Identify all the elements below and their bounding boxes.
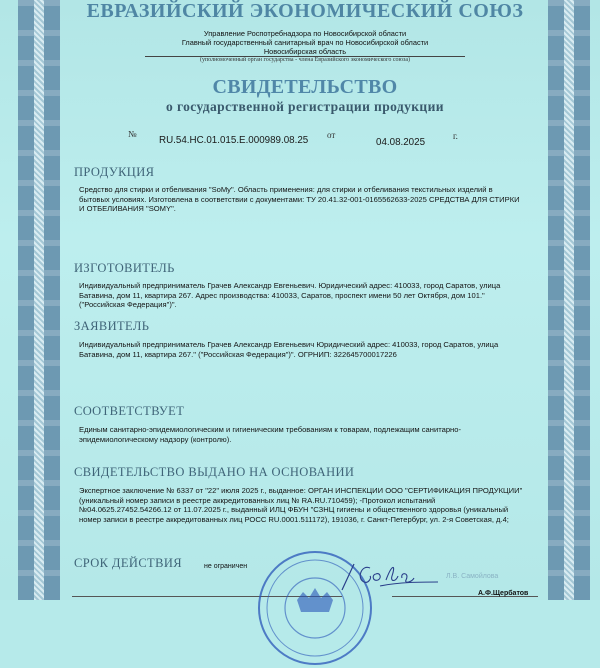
certificate-title: СВИДЕТЕЛЬСТВО (212, 76, 398, 98)
certificate-number: RU.54.HC.01.015.E.000989.08.25 (159, 135, 309, 146)
section-title-validity: СРОК ДЕЙСТВИЯ (74, 556, 182, 570)
certificate-date: 04.08.2025 (376, 137, 426, 148)
decorative-border-right (548, 0, 590, 600)
authority-line: Новосибирская область (263, 47, 347, 56)
decorative-border-left (18, 0, 60, 600)
issuing-authority (62, 29, 548, 56)
section-body-conforms: Единым санитарно-эпидемиологическим и гигиеническим требованиям к товарам, подлежащим санитарно-эпидемиологическому надзору (контролю). (79, 425, 461, 444)
section-body-basis: Экспертное заключение № 6337 от "22" июля 2025 г., выданное: ОРГАН ИНСПЕКЦИИ ООО "СЕРТИФИКАЦИЯ ПРОДУКЦИИ" (уникальный номер записи в реестре аккредитованных лиц № RA.RU.710459); -Протокол испытаний №04.0625.27452.54266.12 от 11.07.2025 г., выданный ИЛЦ ФБУН "СЗНЦ гигиены и общественного здоровья (уникальный номер записи в реестре аккредитованных лиц РОСС RU.0001.511172), 191036, г. Санкт-Петербург, ул. 2-я Советская, д.4; (79, 486, 523, 524)
union-name: ЕВРАЗИЙСКИЙ ЭКОНОМИЧЕСКИЙ СОЮЗ (86, 0, 524, 22)
certificate-subtitle: о государственной регистрации продукции (166, 99, 444, 114)
section-title-product: ПРОДУКЦИЯ (74, 165, 155, 179)
section-body-applicant: Индивидуальный предприниматель Грачев Александр Евгеньевич Юридический адрес: 410033, город Саратов, улица Батавина, дом 11, квартира 267." ("Российская Федерация")". ОГРНИП: 322645700017226 (79, 340, 499, 359)
signatory-name: А.Ф.Щербатов (478, 590, 529, 597)
validity-value: не ограничен (204, 563, 248, 570)
section-title-manufacturer: ИЗГОТОВИТЕЛЬ (74, 261, 175, 275)
section-title-conforms: СООТВЕТСТВУЕТ (74, 404, 185, 418)
authority-line: Главный государственный санитарный врач по Новосибирской области (181, 38, 429, 47)
signature-icon (340, 560, 440, 594)
section-body-manufacturer: Индивидуальный предприниматель Грачев Александр Евгеньевич. Юридический адрес: 410033, город Саратов, улица Батавина, дом 11, квартира 267. Адрес производства: 410033, Саратов, проспект имени 50 лет Октября, дом 101." ("Российская Федерация")". (79, 281, 501, 309)
authority-line: Управление Роспотребнадзора по Новосибирской области (203, 29, 407, 38)
signatory-name-faint: Л.В. Самойлова (446, 573, 499, 580)
authority-note: (уполномоченный орган государства - члена Евразийского экономического союза) (199, 57, 411, 63)
year-suffix: г. (453, 131, 458, 141)
date-from-label: от (327, 130, 336, 140)
section-title-basis: СВИДЕТЕЛЬСТВО ВЫДАНО НА ОСНОВАНИИ (74, 465, 355, 479)
number-label: № (128, 129, 137, 139)
section-title-applicant: ЗАЯВИТЕЛЬ (74, 319, 150, 333)
section-body-product: Средство для стирки и отбеливания "SoMy". Область применения: для стирки и отбеливания текстильных изделий в бытовых условиях. Изготовлена в соответствии с документами: ТУ 20.41.32-001-0165562633-2025 СРЕДСТВА ДЛЯ СТИРКИ И ОТБЕЛИВАНИЯ "SOMY". (79, 185, 520, 213)
